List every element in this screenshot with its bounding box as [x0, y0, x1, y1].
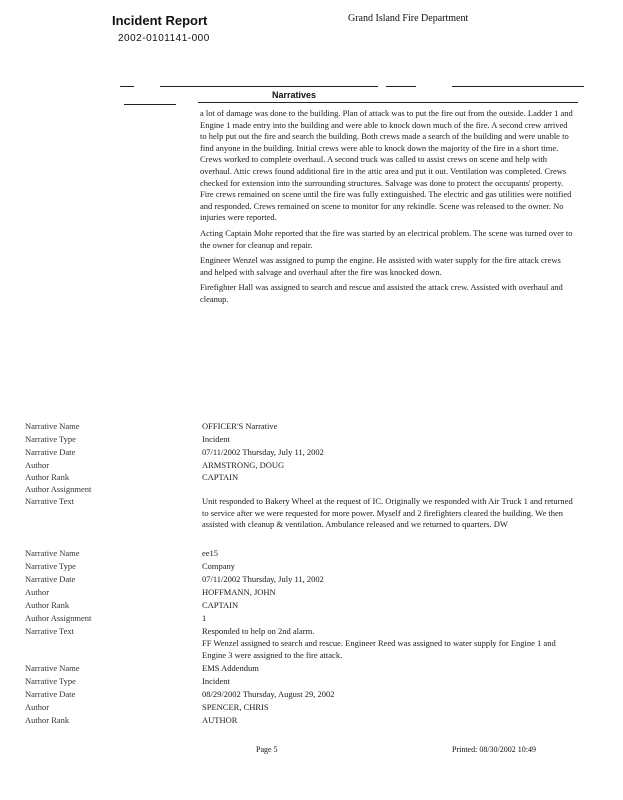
field-value: 1 [202, 613, 207, 623]
field-label: Author [25, 587, 50, 597]
field-value: EMS Addendum [202, 663, 259, 673]
field-label: Author Rank [25, 715, 70, 725]
rule [120, 86, 134, 87]
field-value: Company [202, 561, 236, 571]
narrative-paragraph: Engineer Wenzel was assigned to pump the engine. He assisted with water supply for the fire attack crews and helped with salvage and overhaul after the fire was knocked down. [200, 255, 561, 277]
field-value: HOFFMANN, JOHN [202, 587, 276, 597]
report-number: 2002-0101141-000 [118, 33, 210, 44]
report-title: Incident Report [112, 13, 208, 28]
field-label: Author [25, 460, 50, 470]
field-label: Narrative Date [25, 574, 76, 584]
field-value: CAPTAIN [202, 472, 239, 482]
field-value: ee15 [202, 548, 219, 558]
section-title: Narratives [272, 90, 317, 100]
rule [160, 86, 378, 87]
field-label: Narrative Name [25, 421, 80, 431]
field-label: Narrative Date [25, 689, 76, 699]
field-value: ARMSTRONG, DOUG [202, 460, 285, 470]
printed-date: Printed: 08/30/2002 10:49 [452, 745, 536, 754]
field-label: Narrative Date [25, 447, 76, 457]
field-label: Narrative Text [25, 626, 75, 636]
narrative-text: FF Wenzel assigned to search and rescue. Engineer Reed was assigned to water supply for Engine 1 and Engine 3 were assigned to the fire attack. [202, 638, 556, 660]
narrative-body [200, 108, 575, 310]
field-label: Author Rank [25, 600, 70, 610]
field-label: Narrative Type [25, 676, 76, 686]
field-label: Narrative Name [25, 663, 80, 673]
field-label: Narrative Type [25, 434, 76, 444]
field-value: 08/29/2002 Thursday, August 29, 2002 [202, 689, 335, 699]
field-label: Narrative Name [25, 548, 80, 558]
field-value: Responded to help on 2nd alarm. [202, 626, 315, 636]
department-name: Grand Island Fire Department [348, 13, 469, 24]
rule [124, 104, 176, 105]
rule [198, 102, 578, 103]
field-label: Author Assignment [25, 484, 92, 494]
rule [452, 86, 584, 87]
rule [386, 86, 416, 87]
field-value: 07/11/2002 Thursday, July 11, 2002 [202, 574, 324, 584]
field-label: Author [25, 702, 50, 712]
field-value: SPENCER, CHRIS [202, 702, 269, 712]
narrative-paragraph: Acting Captain Mohr reported that the fire was started by an electrical problem. The scene was turned over to the owner for cleanup and repair. [200, 227, 573, 250]
field-value: Incident [202, 676, 230, 686]
page-number: Page 5 [256, 745, 278, 754]
narrative-text: Unit responded to Bakery Wheel at the request of IC. Originally we responded with Air Truck 1 and returned to service after we were requested for more power. Myself and 2 firefighters cleared the building. We then assisted with cleanup & ventilation. Ambulance released and we returned to quarters. DW [202, 496, 573, 529]
field-value: 07/11/2002 Thursday, July 11, 2002 [202, 447, 324, 457]
narrative-paragraph: Firefighter Hall was assigned to search and rescue and assisted the attack crew. Assisted with overhaul and cleanup. [200, 282, 563, 304]
field-label: Author Assignment [25, 613, 92, 623]
narrative-paragraph: a lot of damage was done to the building. Plan of attack was to put the fire out from the outside. Ladder 1 and Engine 1 made entry into the building and were able to knock down much of the fire. A second crew arrived to help put out the fire and search the building. Both crews made a search of the building and were unable to find anyone in the building. Initial crews were able to knock down the majority of the fire in a short time. Crews worked to complete overhaul. A second truck was called to assist crews on scene and help with overhaul. Attic crews found additional fire in the attic area and put it out. Ventilation was completed. Crews checked for extension into the surrounding structures. Salvage was done to protect the occupants' property. Fire crews remained on scene until the fire was fully extinguished. The electric and gas utilities were notified and responded. Crews remained on scene to monitor for any rekindle. Scene was released to the owner. No injuries were reported. [200, 108, 573, 223]
field-value: AUTHOR [202, 715, 238, 725]
field-label: Author Rank [25, 472, 70, 482]
field-label: Narrative Type [25, 561, 76, 571]
field-value: Incident [202, 434, 230, 444]
field-value: OFFICER'S Narrative [202, 421, 278, 431]
field-label: Narrative Text [25, 496, 75, 506]
field-value: CAPTAIN [202, 600, 239, 610]
